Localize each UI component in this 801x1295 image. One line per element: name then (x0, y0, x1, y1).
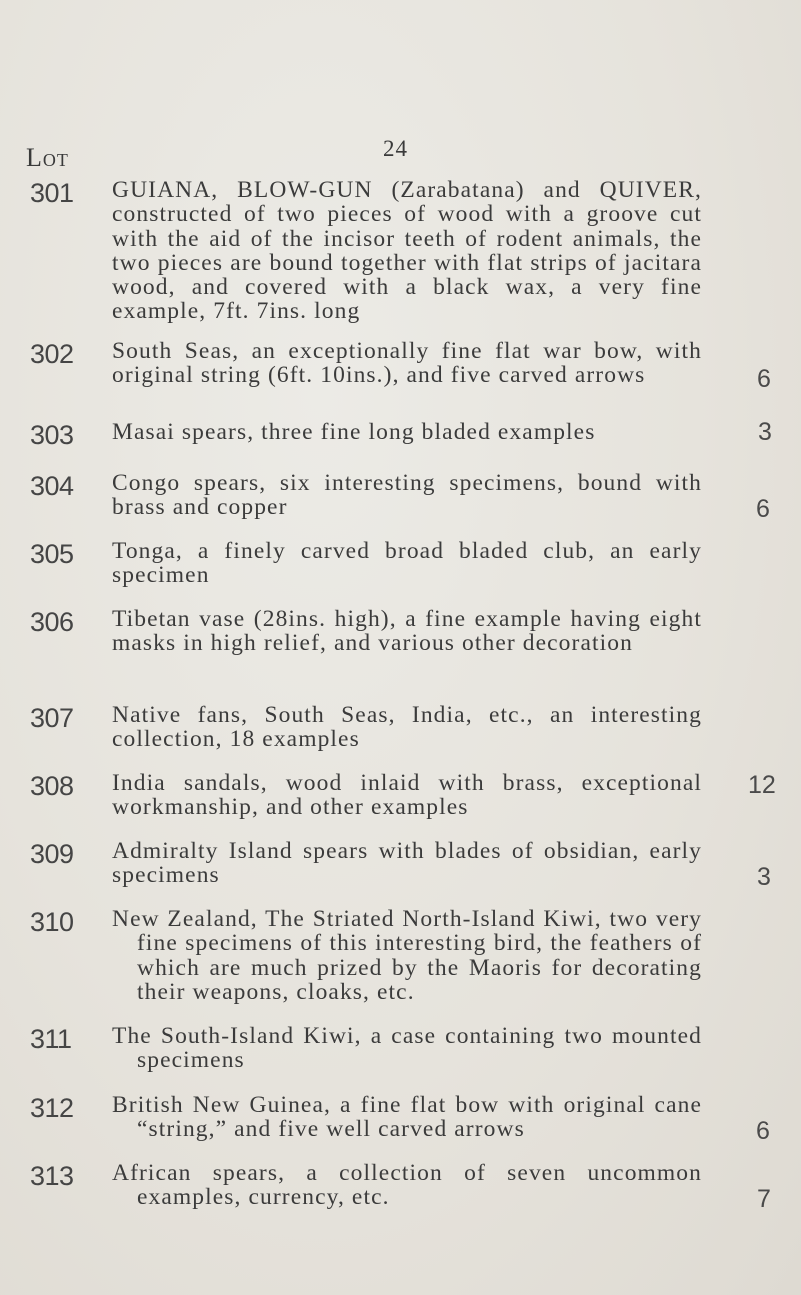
lot-description: Admiralty Island spears with blades of obsidian, early specimens (112, 838, 702, 889)
lot-quantity: 6 (756, 495, 770, 523)
lot-quantity: 6 (756, 1117, 770, 1145)
lot-number: 307 (30, 703, 74, 733)
lot-description: India sandals, wood inlaid with brass, exceptional workmanship, and other examples (112, 770, 702, 821)
lot-description: The South-Island Kiwi, a case containing two mounted specimens (112, 1023, 702, 1074)
lot-number: 310 (30, 907, 74, 937)
lot-column-heading: Lot (26, 143, 69, 172)
lot-description: New Zealand, The Striated North-Island Kiwi, two very fine specimens of this interesting bird, the feathers of which are much prized by the Maoris for decorating their weapons, cloaks, etc. (112, 906, 702, 1005)
lot-number: 306 (30, 607, 74, 637)
lot-number: 312 (30, 1093, 74, 1123)
lot-quantity: 3 (758, 418, 772, 446)
lot-number: 301 (30, 178, 74, 208)
lot-description: Native fans, South Seas, India, etc., an interesting collection, 18 examples (112, 702, 702, 753)
lot-description: Tonga, a finely carved broad bladed club, an early specimen (112, 538, 702, 589)
lot-number: 311 (30, 1024, 72, 1054)
lot-number: 305 (30, 539, 74, 569)
lot-description: GUIANA, BLOW-GUN (Zarabatana) and QUIVER, constructed of two pieces of wood with a groove cut with the aid of the incisor teeth of rodent animals, the two pieces are bound together with flat strips of jacitara wood, and covered with a black wax, a very fine example, 7ft. 7ins. long (112, 177, 702, 325)
lot-quantity: 7 (757, 1185, 771, 1213)
lot-quantity: 3 (757, 863, 771, 891)
lot-quantity: 12 (748, 771, 776, 799)
lot-description: South Seas, an exceptionally fine flat war bow, with original string (6ft. 10ins.), and five carved arrows (112, 338, 702, 389)
lot-quantity: 6 (757, 365, 771, 393)
lot-number: 302 (30, 339, 74, 369)
lot-number: 309 (30, 839, 74, 869)
lot-number: 303 (30, 420, 74, 450)
lot-description: Tibetan vase (28ins. high), a fine example having eight masks in high relief, and various other decoration (112, 606, 702, 657)
page-number: 24 (383, 136, 408, 161)
lot-number: 308 (30, 771, 74, 801)
lot-description: Congo spears, six interesting specimens, bound with brass and copper (112, 470, 702, 521)
lot-description: Masai spears, three fine long bladed examples (112, 419, 596, 445)
lot-number: 304 (30, 471, 74, 501)
lot-number: 313 (30, 1161, 74, 1191)
lot-description: African spears, a collection of seven uncommon examples, currency, etc. (112, 1160, 702, 1211)
lot-description: British New Guinea, a fine flat bow with original cane “string,” and five well carved arrows (112, 1092, 702, 1143)
